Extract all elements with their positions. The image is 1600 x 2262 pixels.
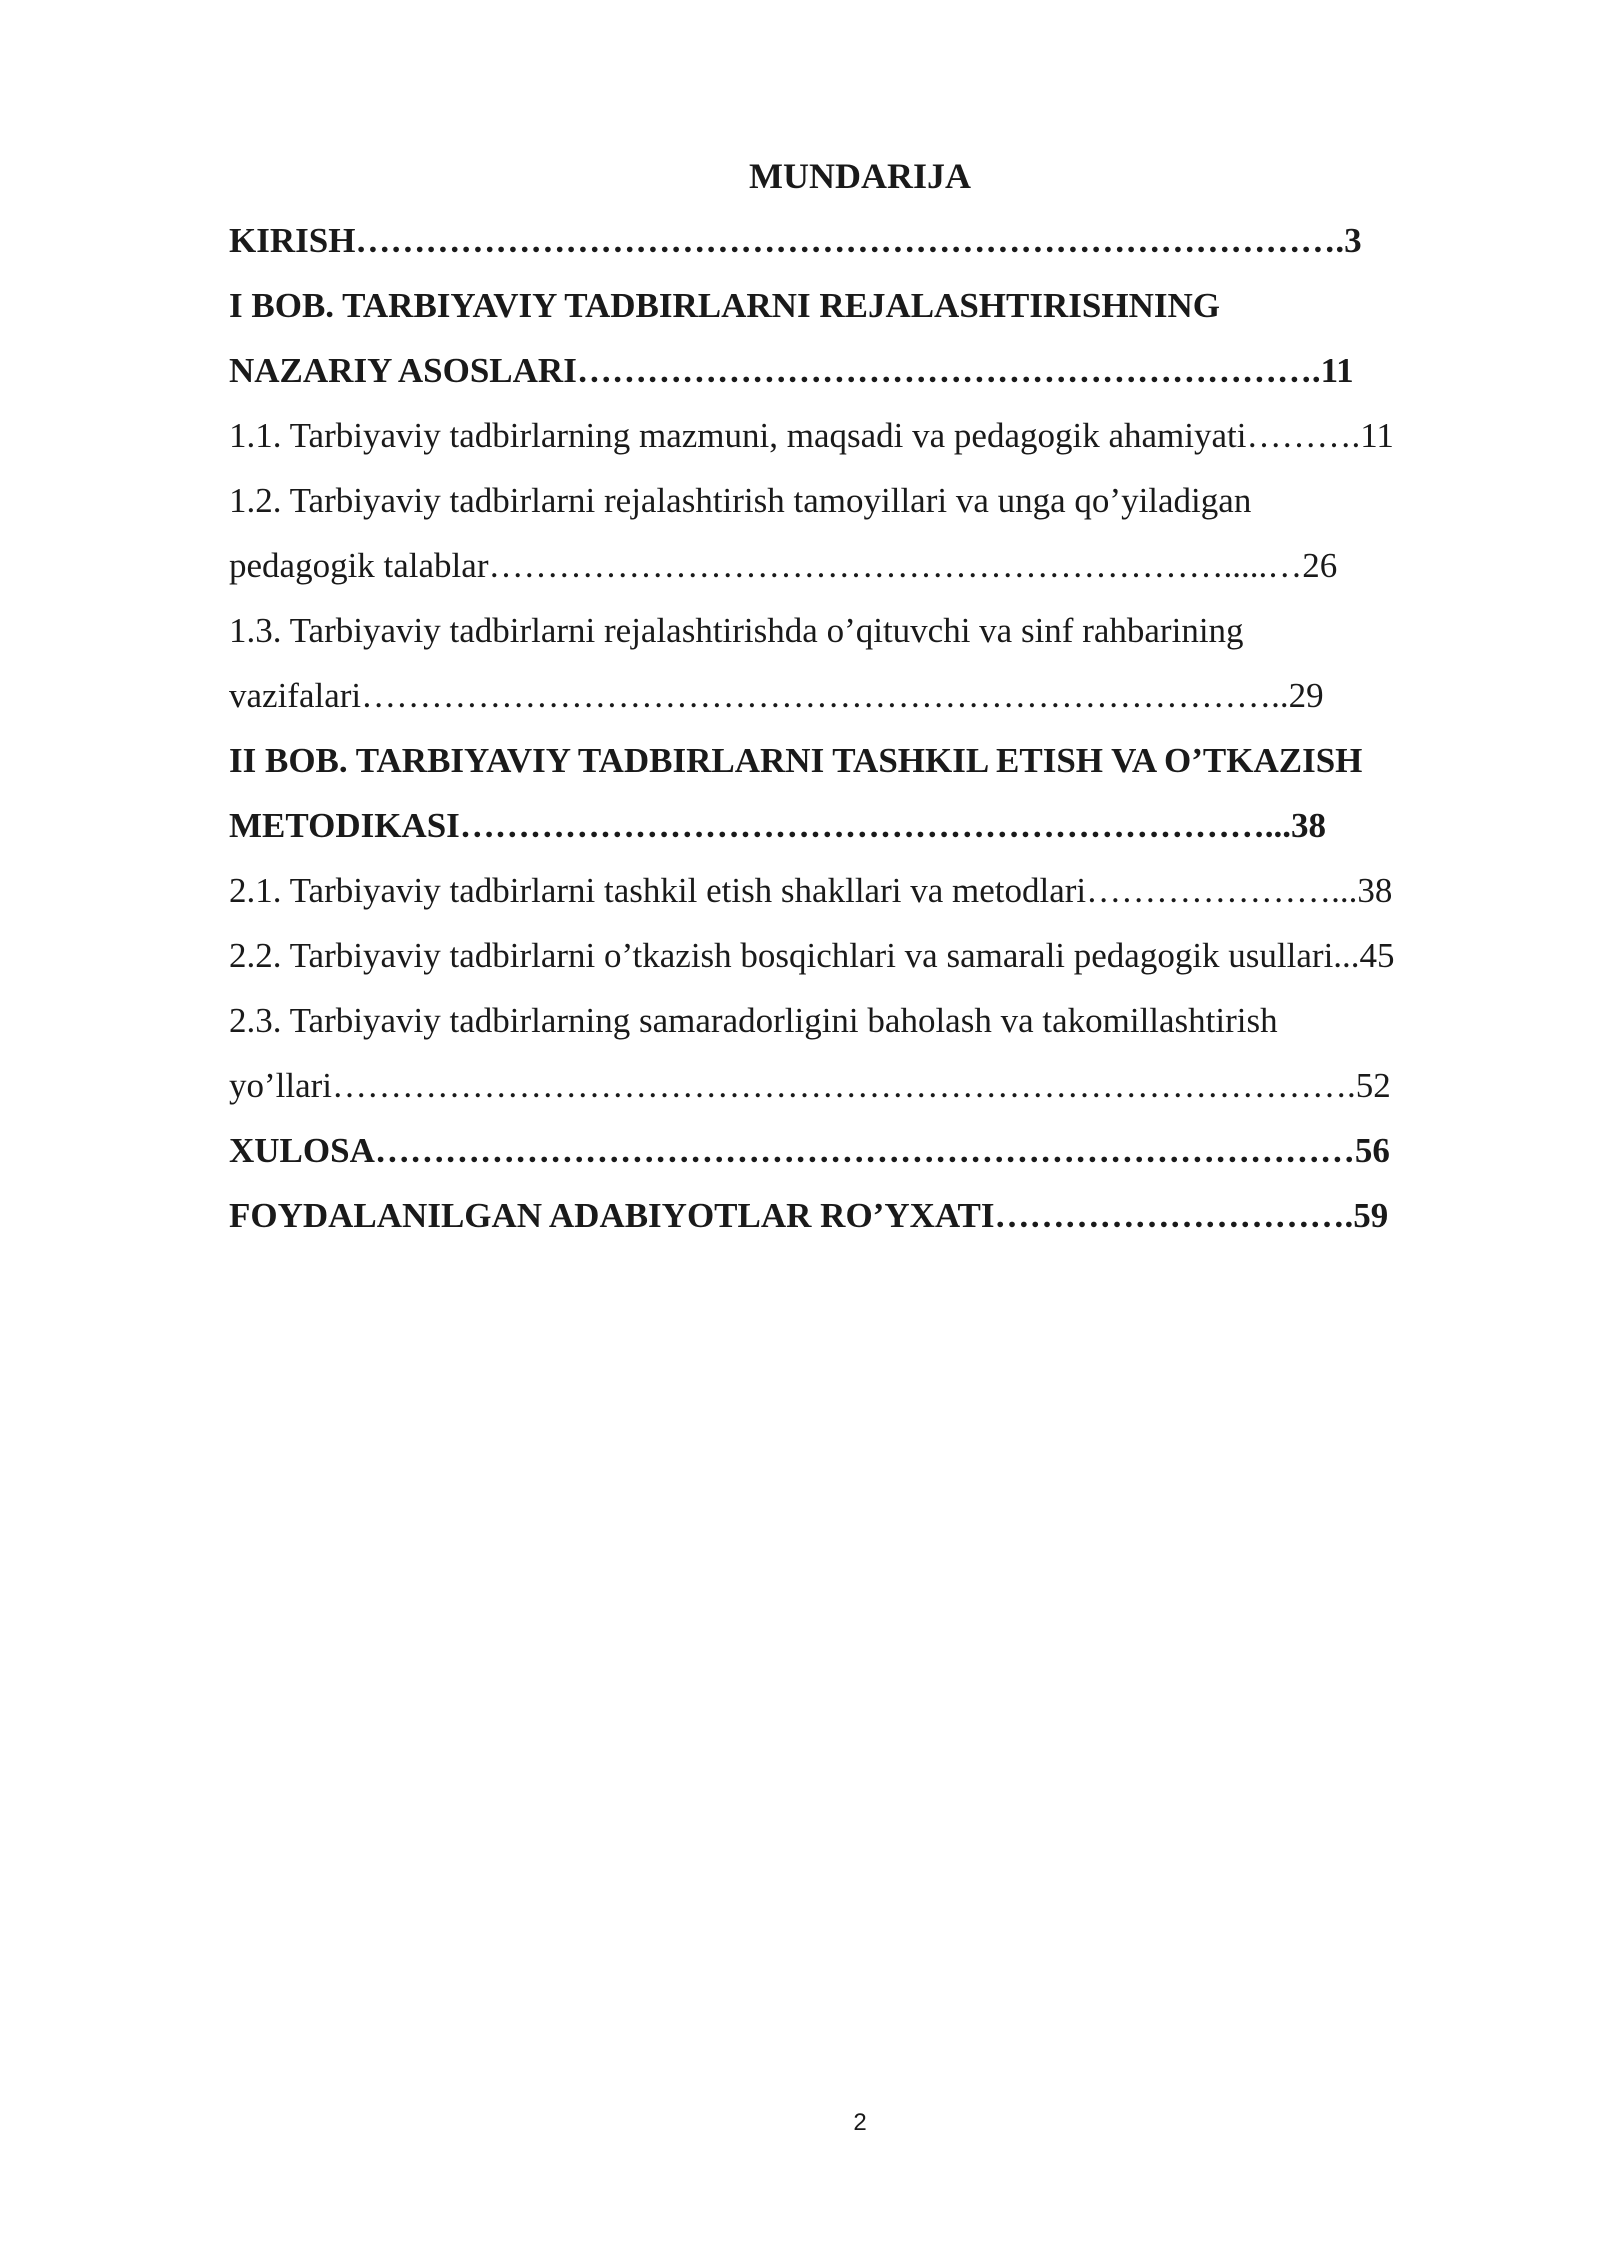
page-number: 2	[853, 2109, 867, 2136]
toc-entry: FOYDALANILGAN ADABIYOTLAR RO’YXATI………………………….59	[229, 1196, 1389, 1235]
toc-entry: pedagogik talablar……………………………………………………….....…26	[229, 546, 1338, 585]
toc-entry: 2.3. Tarbiyaviy tadbirlarning samaradorligini baholash va takomillashtirish	[229, 1001, 1278, 1040]
toc-entry: I BOB. TARBIYAVIY TADBIRLARNI REJALASHTIRISHNING	[229, 286, 1220, 325]
toc-entry: METODIKASI……………………………………………………………...38	[229, 806, 1327, 845]
toc-entry: NAZARIY ASOSLARI……………………………………………………….11	[229, 351, 1354, 390]
toc-entry: 1.1. Tarbiyaviy tadbirlarning mazmuni, maqsadi va pedagogik ahamiyati……….11	[229, 416, 1394, 455]
toc-entry: vazifalari……………………………………………………………………..29	[229, 676, 1324, 715]
toc-entry: 1.2. Tarbiyaviy tadbirlarni rejalashtirish tamoyillari va unga qo’yiladigan	[229, 481, 1252, 520]
page-title: MUNDARIJA	[749, 156, 971, 196]
toc-entry: KIRISH………………………………………………………………………….3	[229, 221, 1362, 260]
toc-entry: II BOB. TARBIYAVIY TADBIRLARNI TASHKIL ETISH VA O’TKAZISH	[229, 741, 1363, 780]
toc-entry: yo’llari…………………………………………………………………………….52	[229, 1066, 1391, 1105]
toc-entry: 2.2. Tarbiyaviy tadbirlarni o’tkazish bosqichlari va samarali pedagogik usullari...45	[229, 936, 1395, 975]
toc-entry: 1.3. Tarbiyaviy tadbirlarni rejalashtirishda o’qituvchi va sinf rahbarining	[229, 611, 1244, 650]
toc-entry: 2.1. Tarbiyaviy tadbirlarni tashkil etish shakllari va metodlari…………………...38	[229, 871, 1393, 910]
toc-entry: XULOSA…………………………………………………………………………56	[229, 1131, 1390, 1170]
table-of-contents	[229, 208, 1489, 1248]
